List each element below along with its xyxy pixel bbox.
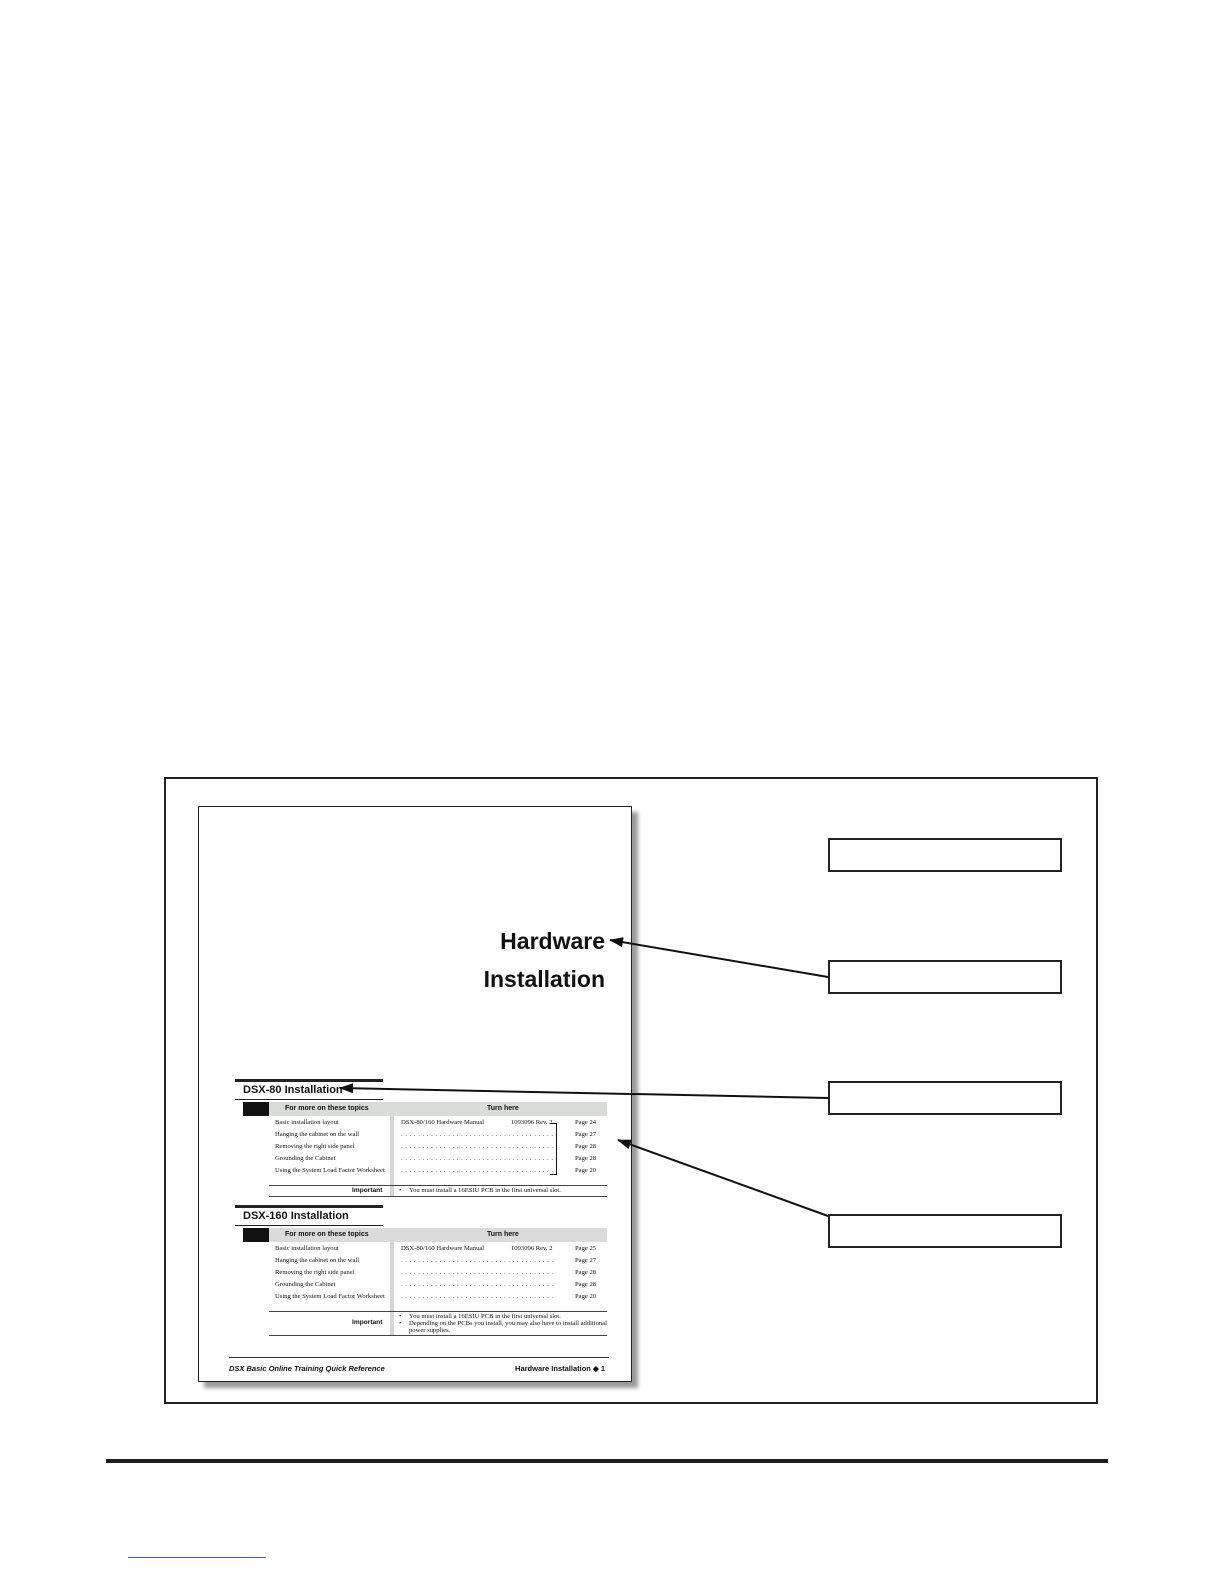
row-page: Page 20 — [575, 1167, 597, 1174]
important-item: You must install a 16ESIU PCB in the first universal slot. — [409, 1187, 561, 1194]
row-ref: . . . . . . . . . . . . . . . . . . . . . . . . . . . . . . . . . . . . — [401, 1167, 554, 1174]
important-label: Important — [352, 1319, 383, 1326]
row-page: Page 25 — [575, 1245, 597, 1252]
row-ref: DSX-80/160 Hardware Manual — [401, 1119, 485, 1126]
row-page: Page 24 — [575, 1119, 597, 1126]
row-page: Page 20 — [575, 1293, 597, 1300]
footer-page-number: Hardware Installation ◆ 1 — [515, 1364, 605, 1373]
row-ref: . . . . . . . . . . . . . . . . . . . . . . . . . . . . . . . . . . . . — [401, 1131, 554, 1138]
page-title-line2: Installation — [483, 966, 605, 992]
row-topic: Removing the right side panel — [275, 1269, 355, 1276]
arrow-to-table — [618, 1140, 828, 1216]
footer-title: DSX Basic Online Training Quick Reference — [229, 1364, 385, 1373]
row-page: Page 28 — [575, 1281, 597, 1288]
bullet: • — [399, 1187, 402, 1194]
bottom-rule — [106, 1459, 1108, 1463]
arrow-to-section-heading — [340, 1088, 828, 1098]
link-underline — [128, 1557, 266, 1558]
row-topic: Using the System Load Factor Worksheet — [275, 1167, 385, 1174]
row-topic: Basic installation layout — [275, 1245, 339, 1252]
row-topic: Hanging the cabinet on the wall — [275, 1257, 360, 1264]
row-page: Page 28 — [575, 1269, 597, 1276]
row-topic: Grounding the Cabinet — [275, 1155, 336, 1162]
header-turn-here: Turn here — [487, 1105, 519, 1112]
row-ref: . . . . . . . . . . . . . . . . . . . . . . . . . . . . . . . . . . . . — [401, 1281, 554, 1288]
row-page: Page 28 — [575, 1155, 597, 1162]
row-ref: DSX-80/160 Hardware Manual — [401, 1245, 485, 1252]
row-page: Page 27 — [575, 1131, 597, 1138]
header-topics: For more on these topics — [285, 1231, 369, 1238]
row-ref: . . . . . . . . . . . . . . . . . . . . . . . . . . . . . . . . . . . . — [401, 1293, 554, 1300]
row-docno: 1093096 Rev. 2 — [511, 1245, 553, 1252]
row-ref: . . . . . . . . . . . . . . . . . . . . . . . . . . . . . . . . . . . . — [401, 1269, 554, 1276]
row-page: Page 27 — [575, 1257, 597, 1264]
row-ref: . . . . . . . . . . . . . . . . . . . . . . . . . . . . . . . . . . . . — [401, 1257, 554, 1264]
header-topics: For more on these topics — [285, 1105, 369, 1112]
header-turn-here: Turn here — [487, 1231, 519, 1238]
arrow-to-title — [610, 940, 828, 977]
row-docno: 1093096 Rev. 2 — [511, 1119, 553, 1126]
bullet: • — [399, 1320, 402, 1327]
row-topic: Basic installation layout — [275, 1119, 339, 1126]
row-page: Page 28 — [575, 1143, 597, 1150]
bullet: • — [399, 1313, 402, 1320]
row-ref: . . . . . . . . . . . . . . . . . . . . . . . . . . . . . . . . . . . . — [401, 1143, 554, 1150]
section-title: DSX-80 Installation — [243, 1084, 343, 1096]
important-label: Important — [352, 1187, 383, 1194]
important-item: Depending on the PCBs you install, you may also have to install additional power supplies. — [409, 1320, 607, 1334]
row-topic: Removing the right side panel — [275, 1143, 355, 1150]
section-title: DSX-160 Installation — [243, 1210, 349, 1222]
row-topic: Hanging the cabinet on the wall — [275, 1131, 360, 1138]
row-topic: Using the System Load Factor Worksheet — [275, 1293, 385, 1300]
row-topic: Grounding the Cabinet — [275, 1281, 336, 1288]
page-title-line1: Hardware — [500, 928, 605, 954]
important-item: You must install a 16ESIU PCB in the first universal slot. — [409, 1313, 561, 1320]
row-ref: . . . . . . . . . . . . . . . . . . . . . . . . . . . . . . . . . . . . — [401, 1155, 554, 1162]
